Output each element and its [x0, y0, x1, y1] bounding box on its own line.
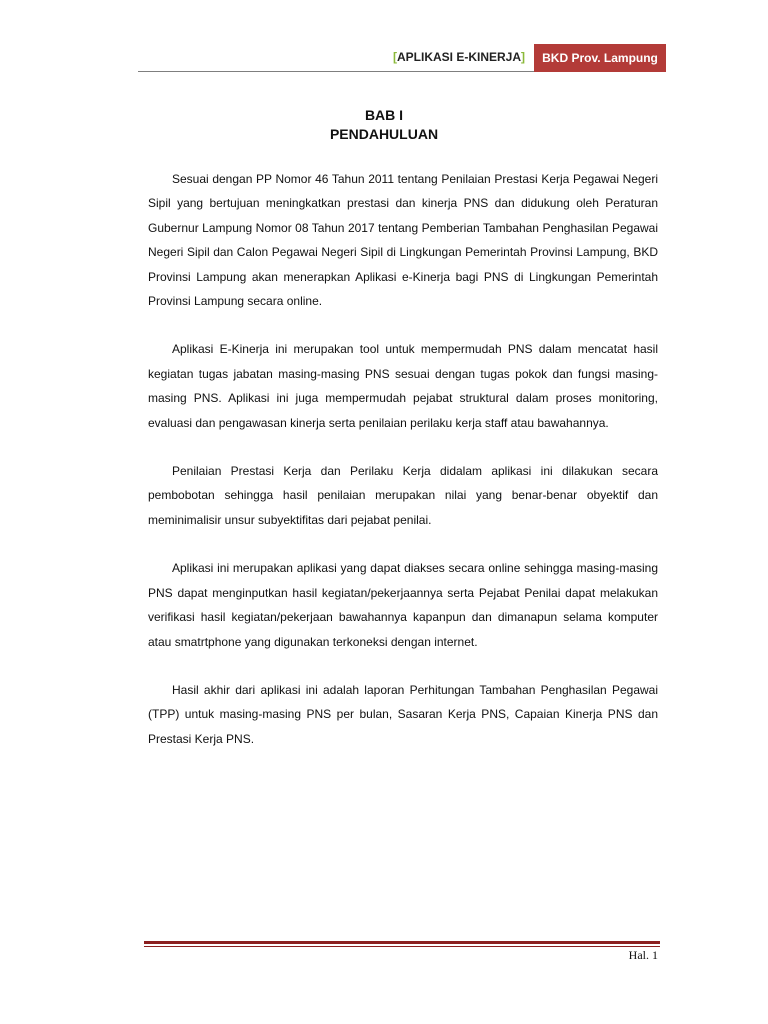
header-title — [393, 50, 525, 64]
header-divider — [138, 71, 534, 72]
paragraph-5: Hasil akhir dari aplikasi ini adalah laporan Perhitungan Tambahan Penghasilan Pegawai (TPP) untuk masing-masing PNS per bulan, Sasaran Kerja PNS, Capaian Kinerja PNS dan Prestasi Kerja PNS. — [148, 682, 658, 746]
footer-divider-thick — [144, 941, 660, 944]
document-body — [148, 167, 658, 775]
chapter-number: BAB I — [364, 107, 404, 123]
header-bracket-open: [ — [392, 50, 397, 64]
paragraph-1: Sesuai dengan PP Nomor 46 Tahun 2011 tentang Penilaian Prestasi Kerja Pegawai Negeri Sipil yang bertujuan meningkatkan prestasi dan kinerja PNS dan didukung oleh Peraturan Gubernur Lampung Nomor 08 Tahun 2017 tentang Pemberian Tambahan Penghasilan Pegawai Negeri Sipil dan Calon Pegawai Negeri Sipil di Lingkungan Pemerintah Provinsi Lampung, BKD Provinsi Lampung akan menerapkan Aplikasi e-Kinerja bagi PNS di Lingkungan Pemerintah Provinsi Lampung secara online. — [148, 172, 658, 309]
header-title-text: APLIKASI E-KINERJA — [396, 50, 521, 64]
paragraph-4: Aplikasi ini merupakan aplikasi yang dapat diakses secara online sehingga masing-masing PNS dapat menginputkan hasil kegiatan/pekerjaannya serta Pejabat Penilai dapat melakukan verifikasi hasil kegiatan/pekerjaan bawahannya kapanpun dan dimanapun selama komputer atau smatrtphone yang digunakan terkoneksi dengan internet. — [148, 561, 658, 649]
footer-divider-thin — [144, 946, 660, 947]
header-badge: BKD Prov. Lampung — [534, 44, 666, 72]
paragraph-2: Aplikasi E-Kinerja ini merupakan tool untuk mempermudah PNS dalam mencatat hasil kegiatan tugas jabatan masing-masing PNS sesuai dengan tugas pokok dan fungsi masing-masing PNS. Aplikasi ini juga mempermudah pejabat struktural dalam proses monitoring, evaluasi dan pengawasan kinerja serta penilaian perilaku kerja staff atau bawahannya. — [148, 342, 658, 430]
chapter-heading — [0, 106, 768, 144]
paragraph-3: Penilaian Prestasi Kerja dan Perilaku Kerja didalam aplikasi ini dilakukan secara pembobotan sehingga hasil penilaian merupakan nilai yang benar-benar obyektif dan meminimalisir unsur subyektifitas dari pejabat penilai. — [148, 464, 658, 527]
page-number: Hal. 1 — [628, 948, 658, 962]
page-header — [138, 44, 666, 72]
chapter-title: PENDAHULUAN — [329, 126, 439, 142]
header-bracket-close: ] — [521, 50, 525, 64]
